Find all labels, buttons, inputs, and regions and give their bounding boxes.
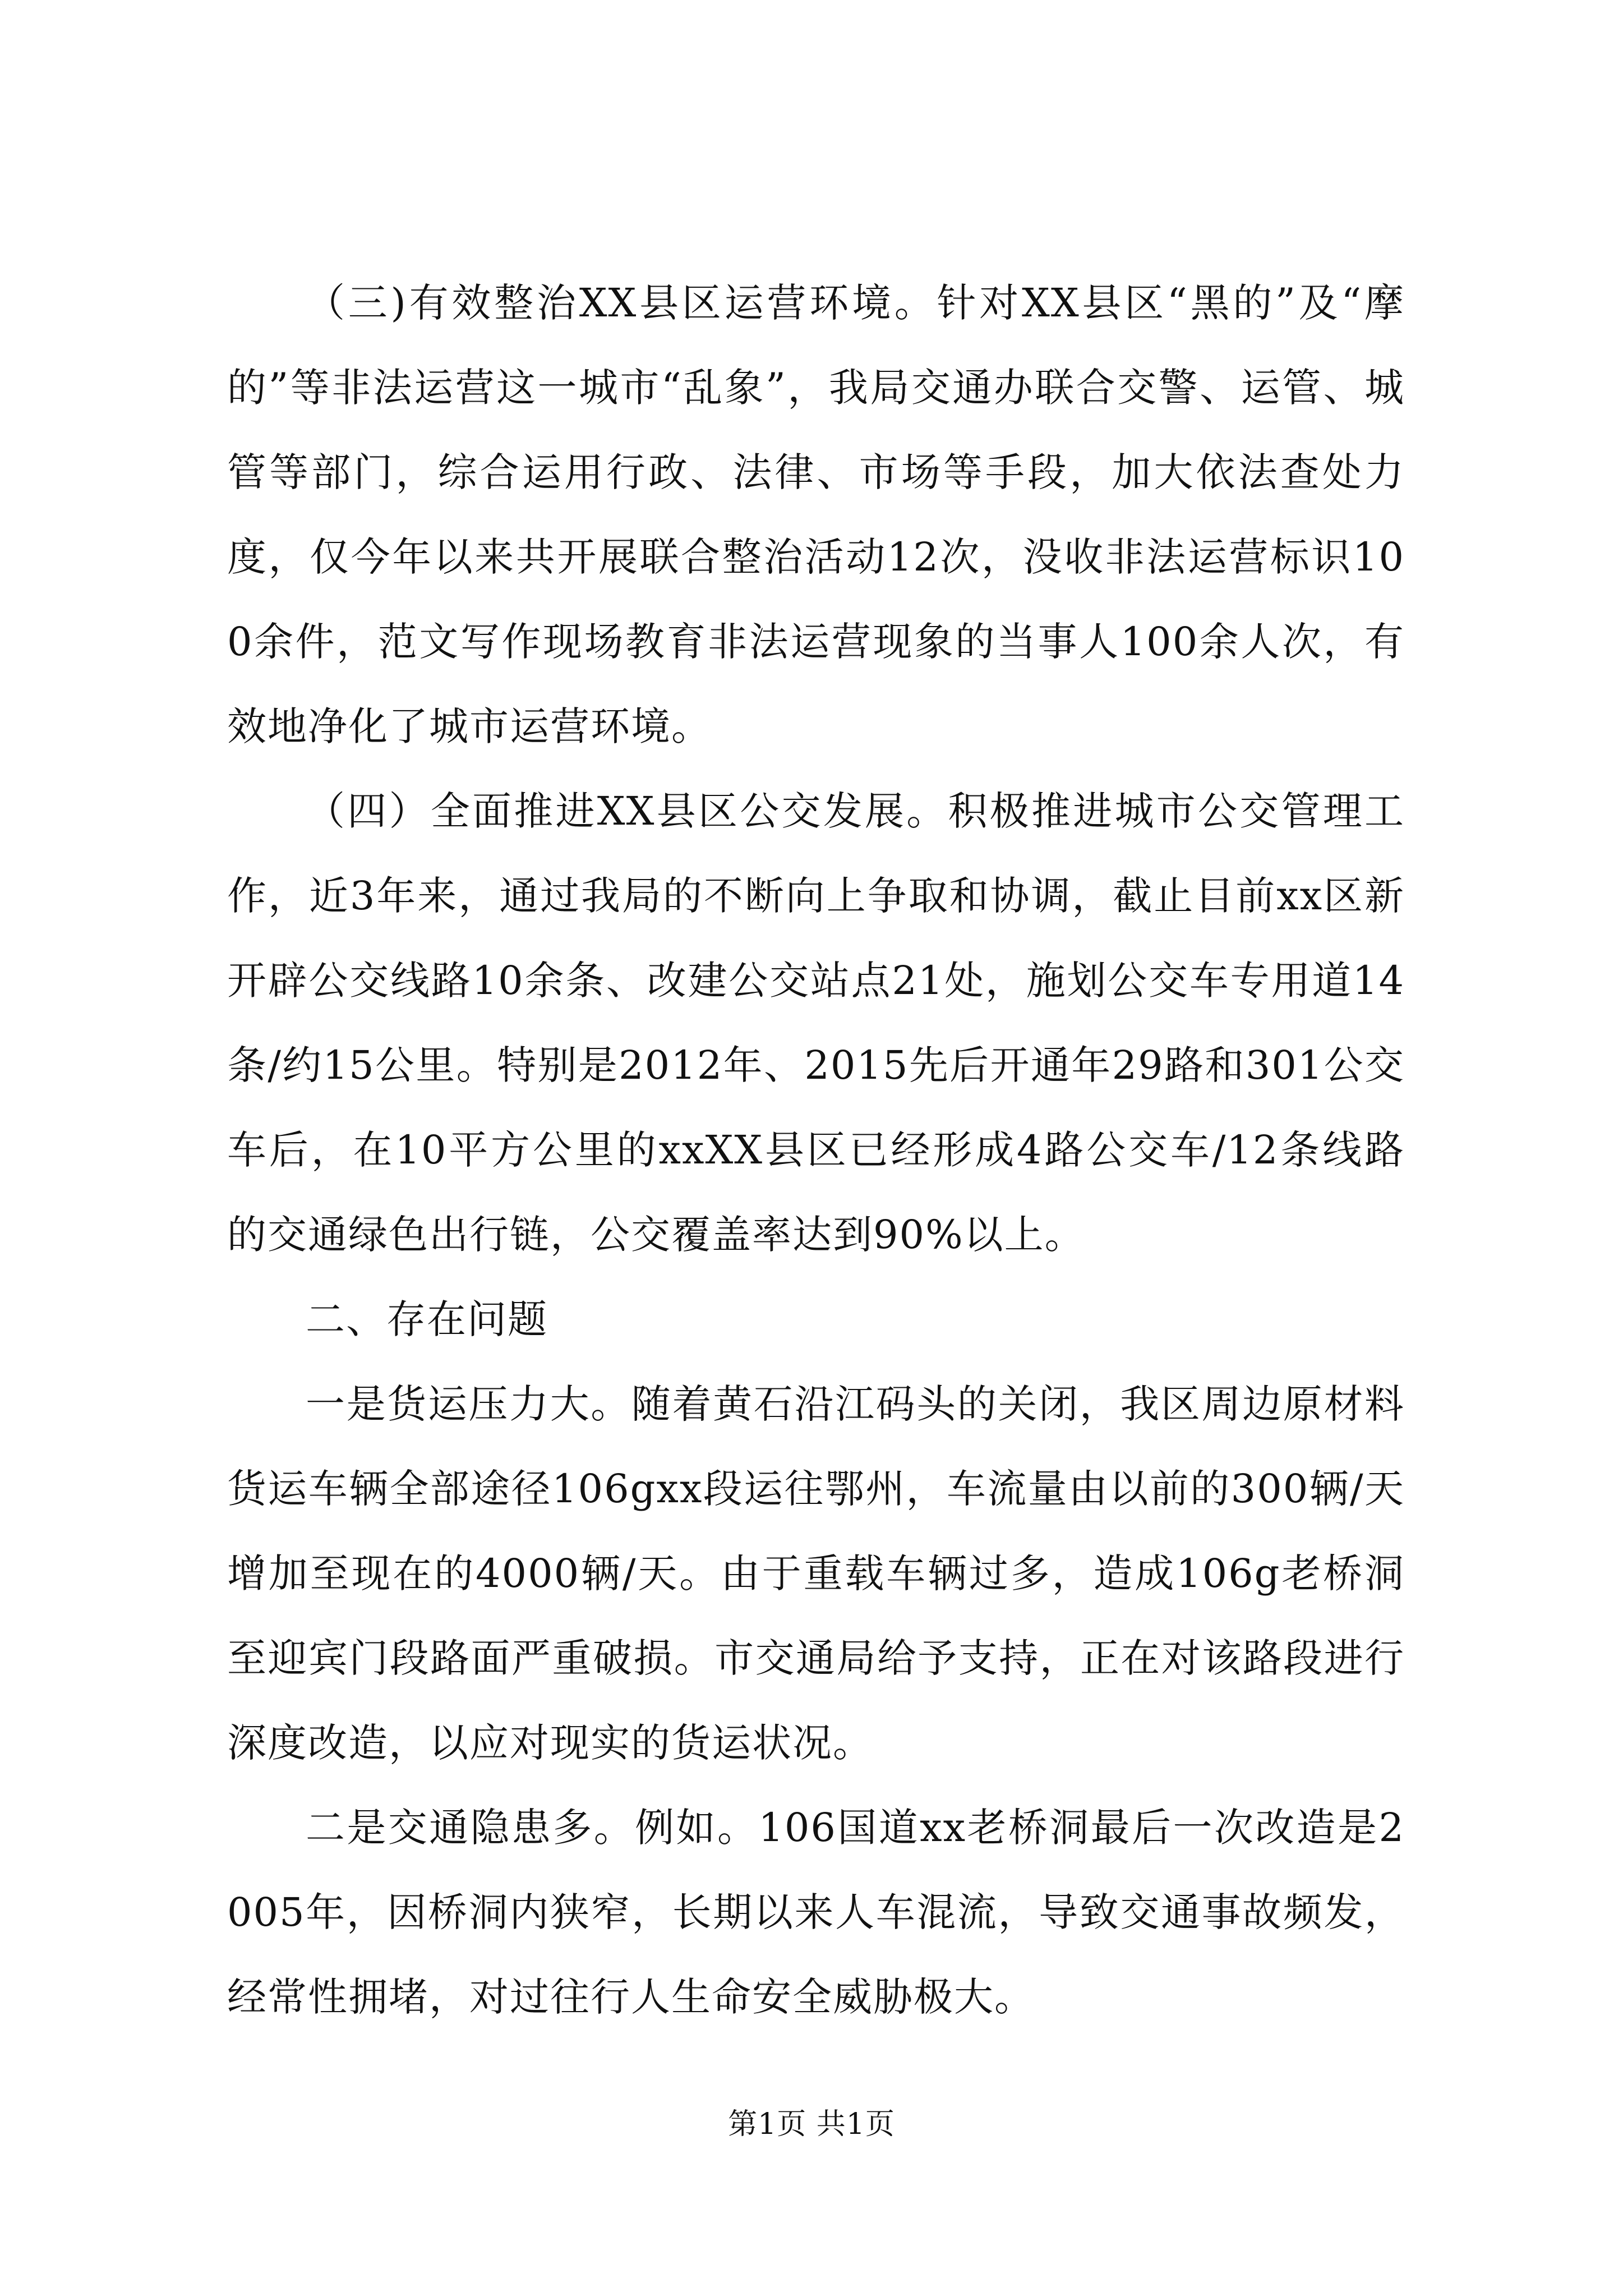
document-body [227,261,1405,2040]
paragraph-traffic-hazards: 二是交通隐患多。例如。106国道xx老桥洞最后一次改造是2005年，因桥洞内狭窄，长期以来人车混流，导致交通事故频发，经常性拥堵，对过往行人生命安全威胁极大。 [227,1805,1405,2020]
paragraph-freight-pressure: 一是货运压力大。随着黄石沿江码头的关闭，我区周边原材料货运车辆全部途径106gxx段运往鄂州，车流量由以前的300辆/天增加至现在的4000辆/天。由于重载车辆过多，造成106g老桥洞至迎宾门段路面严重破损。市交通局给予支持，正在对该路段进行深度改造，以应对现实的货运状况。 [227,1381,1405,1766]
paragraph-section-four: （四）全面推进XX县区公交发展。积极推进城市公交管理工作，近3年来，通过我局的不断向上争取和协调，截止目前xx区新开辟公交线路10余条、改建公交站点21处，施划公交车专用道14条/约15公里。特别是2012年、2015先后开通年29路和301公交车后，在10平方公里的xxXX县区已经形成4路公交车/12条线路的交通绿色出行链，公交覆盖率达到90%以上。 [227,788,1405,1258]
page-number-footer: 第1页 共1页 [728,2108,895,2141]
paragraph-section-three: （三)有效整治XX县区运营环境。针对XX县区“黑的”及“摩的”等非法运营这一城市“乱象”，我局交通办联合交警、运管、城管等部门，综合运用行政、法律、市场等手段，加大依法查处力度，仅今年以来共开展联合整治活动12次，没收非法运营标识100余件，范文写作现场教育非法运营现象的当事人100余人次，有效地净化了城市运营环境。 [227,280,1405,749]
heading-existing-problems: 二、存在问题 [306,1296,548,1342]
